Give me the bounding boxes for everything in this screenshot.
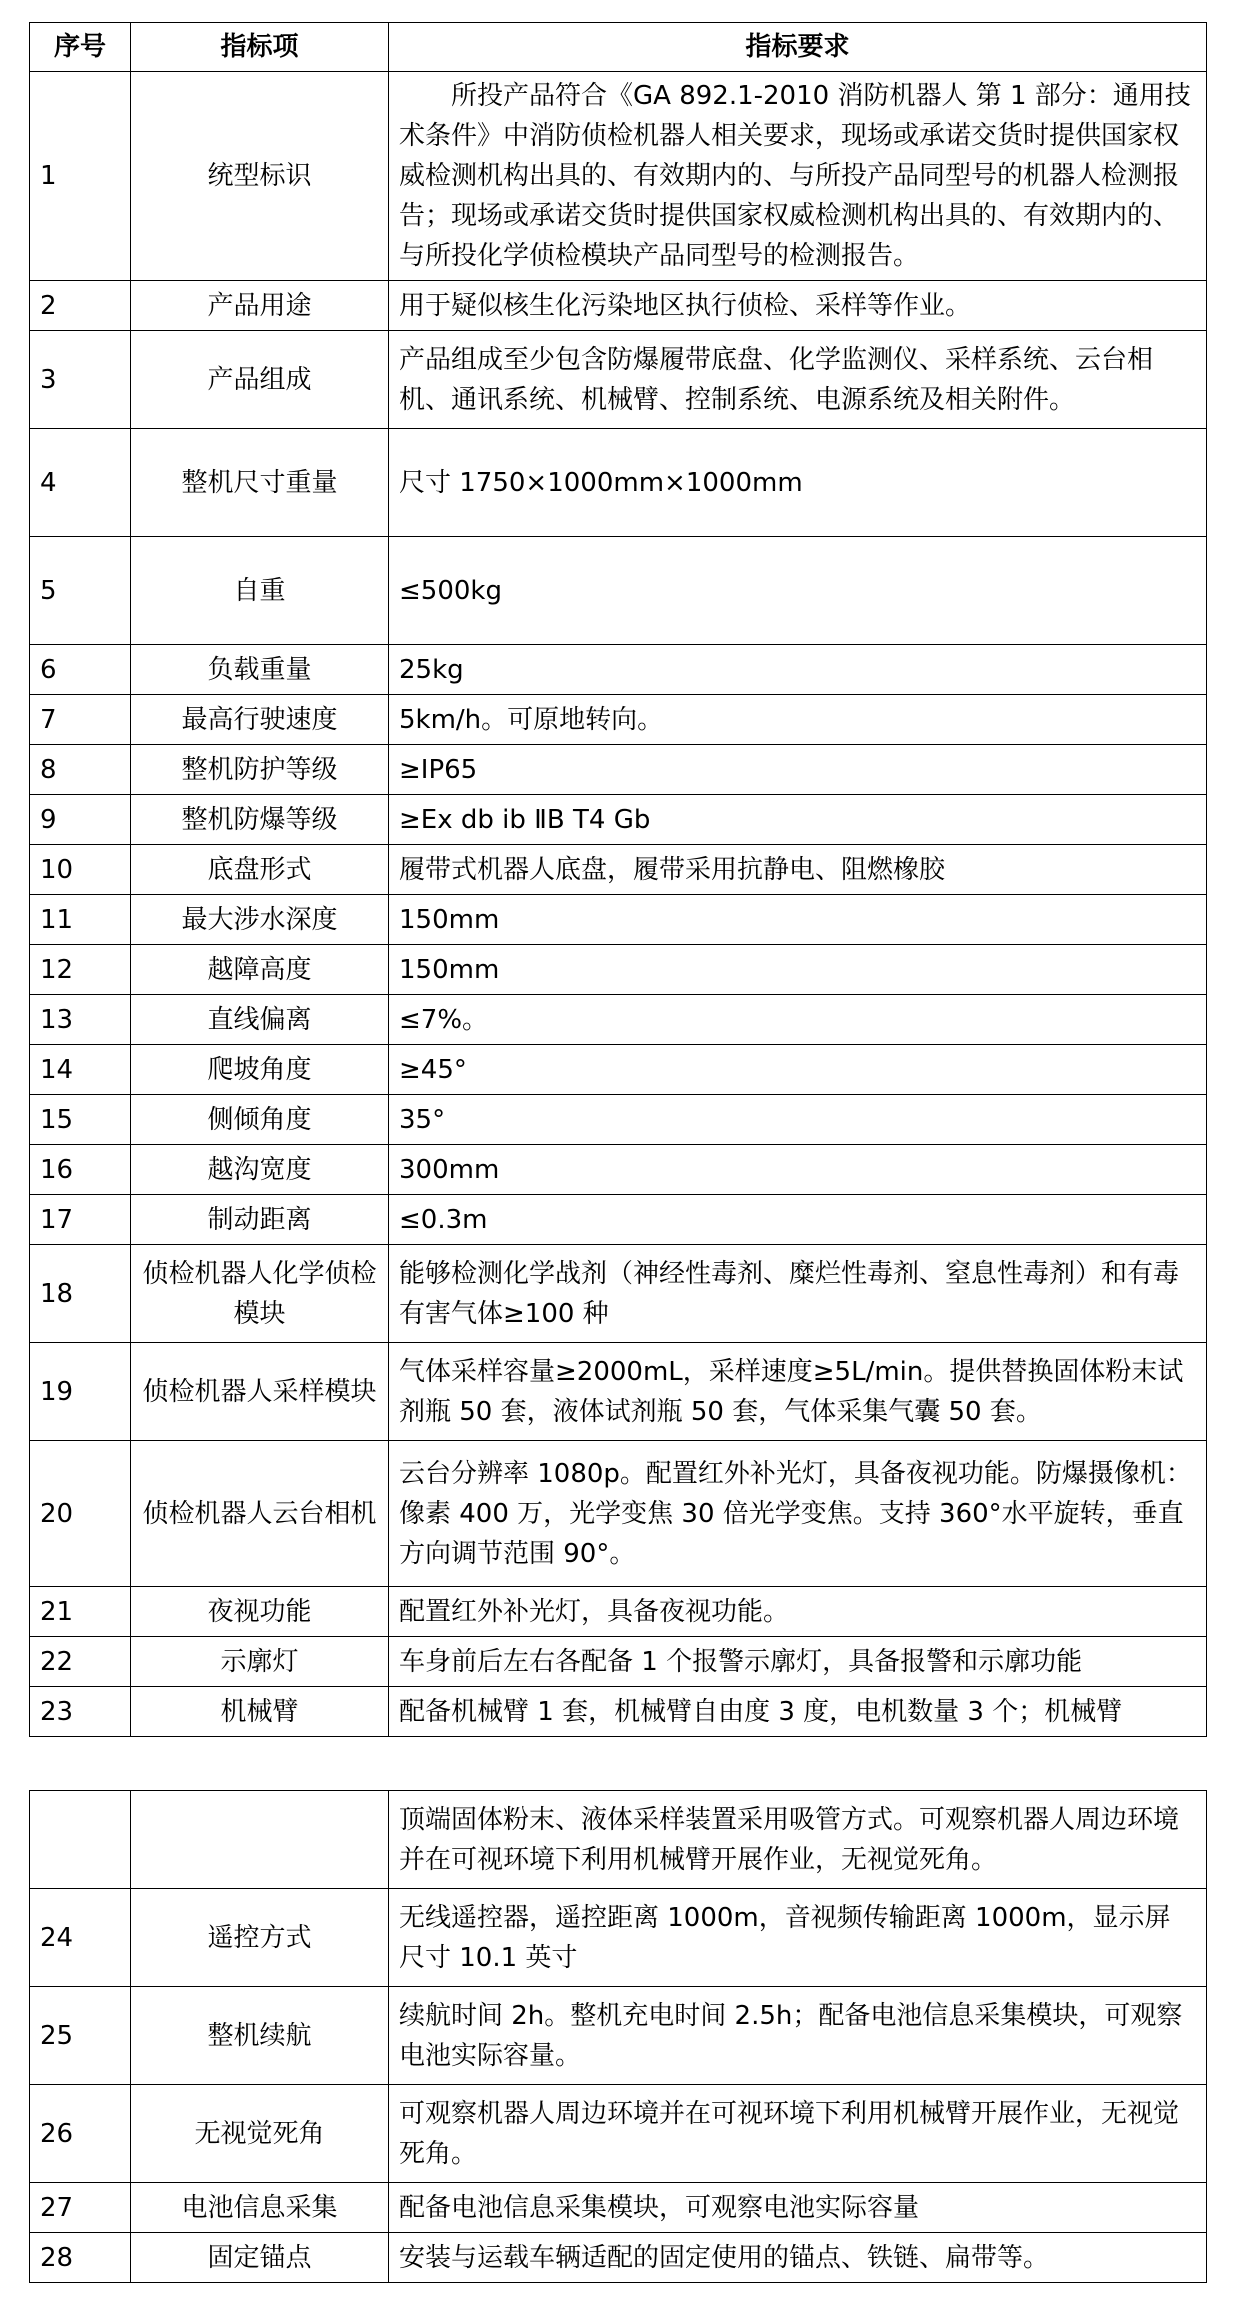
- cell-num: 4: [30, 429, 131, 537]
- cell-req: ≤0.3m: [389, 1195, 1207, 1245]
- cell-req: 300mm: [389, 1145, 1207, 1195]
- cell-req: ≥IP65: [389, 745, 1207, 795]
- cell-req: 气体采样容量≥2000mL，采样速度≥5L/min。提供替换固体粉末试剂瓶 50 套，液体试剂瓶 50 套，气体采集气囊 50 套。: [389, 1343, 1207, 1441]
- table-row: [30, 1687, 1207, 1737]
- cell-req: ≥45°: [389, 1045, 1207, 1095]
- cell-name: 无视觉死角: [131, 2085, 389, 2183]
- cell-name: 整机尺寸重量: [131, 429, 389, 537]
- table-row: [30, 1245, 1207, 1343]
- cell-num: [30, 1791, 131, 1889]
- cell-name: 越障高度: [131, 945, 389, 995]
- cell-num: 11: [30, 895, 131, 945]
- cell-name: 整机防护等级: [131, 745, 389, 795]
- cell-num: 17: [30, 1195, 131, 1245]
- cell-name: 直线偏离: [131, 995, 389, 1045]
- cell-name: 自重: [131, 537, 389, 645]
- cell-req: 云台分辨率 1080p。配置红外补光灯，具备夜视功能。防爆摄像机：像素 400 万，光学变焦 30 倍光学变焦。支持 360°水平旋转，垂直方向调节范围 90°。: [389, 1441, 1207, 1587]
- cell-req: 配备机械臂 1 套，机械臂自由度 3 度，电机数量 3 个；机械臂: [389, 1687, 1207, 1737]
- cell-req: 能够检测化学战剂（神经性毒剂、糜烂性毒剂、窒息性毒剂）和有毒有害气体≥100 种: [389, 1245, 1207, 1343]
- cell-num: 2: [30, 281, 131, 331]
- table-row: [30, 1045, 1207, 1095]
- table-row: [30, 2233, 1207, 2283]
- table-row: [30, 537, 1207, 645]
- table-row: [30, 1987, 1207, 2085]
- cell-req: 配置红外补光灯，具备夜视功能。: [389, 1587, 1207, 1637]
- cell-name: 示廓灯: [131, 1637, 389, 1687]
- table-row: [30, 745, 1207, 795]
- cell-num: 5: [30, 537, 131, 645]
- cell-num: 24: [30, 1889, 131, 1987]
- cell-req: 25kg: [389, 645, 1207, 695]
- table-row: [30, 1145, 1207, 1195]
- table-row: [30, 281, 1207, 331]
- table-row: [30, 845, 1207, 895]
- cell-name: 侦检机器人化学侦检模块: [131, 1245, 389, 1343]
- cell-num: 28: [30, 2233, 131, 2283]
- cell-num: 3: [30, 331, 131, 429]
- cell-req: 150mm: [389, 945, 1207, 995]
- cell-req: ≤500kg: [389, 537, 1207, 645]
- cell-name: 遥控方式: [131, 1889, 389, 1987]
- cell-name: 整机防爆等级: [131, 795, 389, 845]
- cell-name: 侦检机器人采样模块: [131, 1343, 389, 1441]
- cell-num: 26: [30, 2085, 131, 2183]
- cell-req: 所投产品符合《GA 892.1-2010 消防机器人 第 1 部分：通用技术条件》中消防侦检机器人相关要求，现场或承诺交货时提供国家权威检测机构出具的、有效期内的、与所投产品同型号的机器人检测报告；现场或承诺交货时提供国家权威检测机构出具的、有效期内的、与所投化学侦检模块产品同型号的检测报告。: [389, 72, 1207, 281]
- cell-name: 底盘形式: [131, 845, 389, 895]
- table-row: [30, 72, 1207, 281]
- cell-name: 爬坡角度: [131, 1045, 389, 1095]
- spec-table-page1: [29, 22, 1207, 1737]
- table-row: [30, 1889, 1207, 1987]
- cell-req: 用于疑似核生化污染地区执行侦检、采样等作业。: [389, 281, 1207, 331]
- table-row: [30, 1095, 1207, 1145]
- table-row: [30, 695, 1207, 745]
- table-row: [30, 1343, 1207, 1441]
- cell-req: 尺寸 1750×1000mm×1000mm: [389, 429, 1207, 537]
- cell-req: 配备电池信息采集模块，可观察电池实际容量: [389, 2183, 1207, 2233]
- cell-num: 6: [30, 645, 131, 695]
- cell-num: 25: [30, 1987, 131, 2085]
- cell-num: 18: [30, 1245, 131, 1343]
- cell-req: 可观察机器人周边环境并在可视环境下利用机械臂开展作业，无视觉死角。: [389, 2085, 1207, 2183]
- table-row: [30, 1195, 1207, 1245]
- cell-num: 22: [30, 1637, 131, 1687]
- cell-req: 无线遥控器，遥控距离 1000m，音视频传输距离 1000m，显示屏尺寸 10.1 英寸: [389, 1889, 1207, 1987]
- cell-num: 19: [30, 1343, 131, 1441]
- cell-num: 21: [30, 1587, 131, 1637]
- table-row: [30, 2183, 1207, 2233]
- cell-req: 安装与运载车辆适配的固定使用的锚点、铁链、扁带等。: [389, 2233, 1207, 2283]
- cell-name: 夜视功能: [131, 1587, 389, 1637]
- cell-name: 制动距离: [131, 1195, 389, 1245]
- cell-name: 侧倾角度: [131, 1095, 389, 1145]
- cell-num: 15: [30, 1095, 131, 1145]
- cell-num: 1: [30, 72, 131, 281]
- cell-num: 27: [30, 2183, 131, 2233]
- cell-req: 35°: [389, 1095, 1207, 1145]
- cell-num: 10: [30, 845, 131, 895]
- header-num: 序号: [30, 23, 131, 72]
- cell-name: 产品用途: [131, 281, 389, 331]
- header-req: 指标要求: [389, 23, 1207, 72]
- cell-name: 侦检机器人云台相机: [131, 1441, 389, 1587]
- table-row: [30, 995, 1207, 1045]
- cell-name: 整机续航: [131, 1987, 389, 2085]
- cell-name: 最大涉水深度: [131, 895, 389, 945]
- table-row: [30, 429, 1207, 537]
- cell-num: 20: [30, 1441, 131, 1587]
- cell-name: 统型标识: [131, 72, 389, 281]
- table-row: [30, 795, 1207, 845]
- cell-num: 8: [30, 745, 131, 795]
- cell-num: 13: [30, 995, 131, 1045]
- cell-req: ≤7%。: [389, 995, 1207, 1045]
- cell-num: 7: [30, 695, 131, 745]
- cell-num: 9: [30, 795, 131, 845]
- table-row: [30, 945, 1207, 995]
- table-row: [30, 645, 1207, 695]
- cell-req: 履带式机器人底盘，履带采用抗静电、阻燃橡胶: [389, 845, 1207, 895]
- header-row: [30, 23, 1207, 72]
- cell-name: 最高行驶速度: [131, 695, 389, 745]
- cell-name: 电池信息采集: [131, 2183, 389, 2233]
- table-row: [30, 1637, 1207, 1687]
- cell-name: 产品组成: [131, 331, 389, 429]
- table-row: [30, 2085, 1207, 2183]
- cell-req: ≥Ex db ib ⅡB T4 Gb: [389, 795, 1207, 845]
- table-row: [30, 1441, 1207, 1587]
- table-row: [30, 895, 1207, 945]
- cell-name: 越沟宽度: [131, 1145, 389, 1195]
- header-name: 指标项: [131, 23, 389, 72]
- cell-req: 车身前后左右各配备 1 个报警示廓灯，具备报警和示廓功能: [389, 1637, 1207, 1687]
- cell-req: 5km/h。可原地转向。: [389, 695, 1207, 745]
- cell-num: 16: [30, 1145, 131, 1195]
- spec-table-page2: [29, 1790, 1207, 2283]
- cell-req: 产品组成至少包含防爆履带底盘、化学监测仪、采样系统、云台相机、通讯系统、机械臂、控制系统、电源系统及相关附件。: [389, 331, 1207, 429]
- cell-name: 负载重量: [131, 645, 389, 695]
- cell-name: [131, 1791, 389, 1889]
- table-row: [30, 1587, 1207, 1637]
- cell-num: 12: [30, 945, 131, 995]
- cell-req: 续航时间 2h。整机充电时间 2.5h；配备电池信息采集模块，可观察电池实际容量。: [389, 1987, 1207, 2085]
- cell-num: 23: [30, 1687, 131, 1737]
- table-row: [30, 331, 1207, 429]
- cell-name: 固定锚点: [131, 2233, 389, 2283]
- cell-req: 顶端固体粉末、液体采样装置采用吸管方式。可观察机器人周边环境并在可视环境下利用机械臂开展作业，无视觉死角。: [389, 1791, 1207, 1889]
- table-row: [30, 1791, 1207, 1889]
- cell-num: 14: [30, 1045, 131, 1095]
- cell-name: 机械臂: [131, 1687, 389, 1737]
- cell-req: 150mm: [389, 895, 1207, 945]
